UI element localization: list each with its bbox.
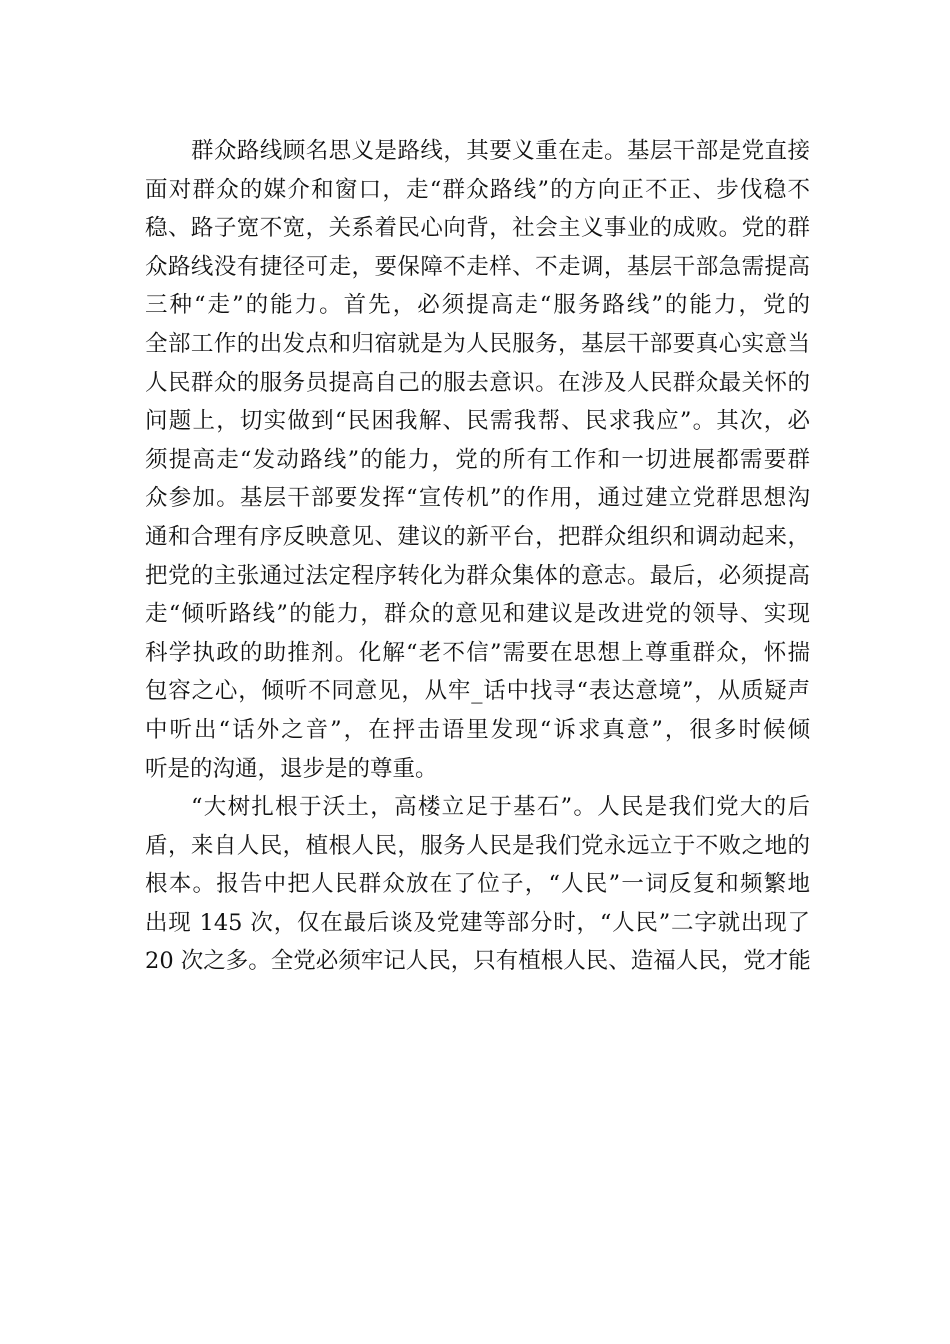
text-line: 稳、路子宽不宽，关系着民心向背，社会主义事业的成败。党的群 — [145, 215, 810, 242]
document-body — [145, 132, 810, 981]
text-line: 须提高走“发动路线”的能力，党的所有工作和一切进展都需要群 — [145, 446, 810, 473]
text-line: 众路线没有捷径可走，要保障不走样、不走调，基层干部急需提高 — [145, 253, 810, 280]
text-line: “大树扎根于沃土，高楼立足于基石”。人民是我们党大的后 — [191, 794, 810, 821]
text-line: 包容之心，倾听不同意见，从牢_话中找寻“表达意境”，从质疑声 — [145, 678, 810, 705]
paragraph-1 — [145, 132, 810, 788]
text-line: 中听出“话外之音”，在抨击语里发现“诉求真意”，很多时候倾 — [145, 716, 810, 743]
text-line: 问题上，切实做到“民困我解、民需我帮、民求我应”。其次，必 — [145, 408, 810, 435]
text-line: 全部工作的出发点和归宿就是为人民服务，基层干部要真心实意当 — [145, 330, 810, 357]
text-line: 面对群众的媒介和窗口，走“群众路线”的方向正不正、步伐稳不 — [145, 176, 810, 203]
text-line: 盾，来自人民，植根人民，服务人民是我们党永远立于不败之地的 — [145, 832, 810, 859]
text-line: 众参加。基层干部要发挥“宣传机”的作用，通过建立党群思想沟 — [145, 485, 810, 512]
text-line: 走“倾听路线”的能力，群众的意见和建议是改进党的领导、实现 — [145, 601, 810, 628]
text-line: 群众路线顾名思义是路线，其要义重在走。基层干部是党直接 — [191, 138, 810, 164]
paragraph-2 — [145, 788, 810, 981]
text-line: 听是的沟通，退步是的尊重。 — [145, 755, 438, 782]
text-line: 科学执政的助推剂。化解“老不信”需要在思想上尊重群众，怀揣 — [145, 639, 810, 666]
text-line: 出现 145 次，仅在最后谈及党建等部分时，“人民”二字就出现了 — [145, 909, 810, 936]
text-line: 20 次之多。全党必须牢记人民，只有植根人民、造福人民，党才能 — [145, 948, 811, 975]
text-line: 人民群众的服务员提高自己的服去意识。在涉及人民群众最关怀的 — [145, 369, 810, 396]
text-line: 通和合理有序反映意见、建议的新平台，把群众组织和调动起来， — [145, 523, 810, 550]
text-line: 把党的主张通过法定程序转化为群众集体的意志。最后，必须提高 — [145, 562, 810, 589]
text-line: 根本。报告中把人民群众放在了位子，“人民”一词反复和频繁地 — [145, 871, 810, 898]
text-line: 三种“走”的能力。首先，必须提高走“服务路线”的能力，党的 — [145, 292, 810, 319]
